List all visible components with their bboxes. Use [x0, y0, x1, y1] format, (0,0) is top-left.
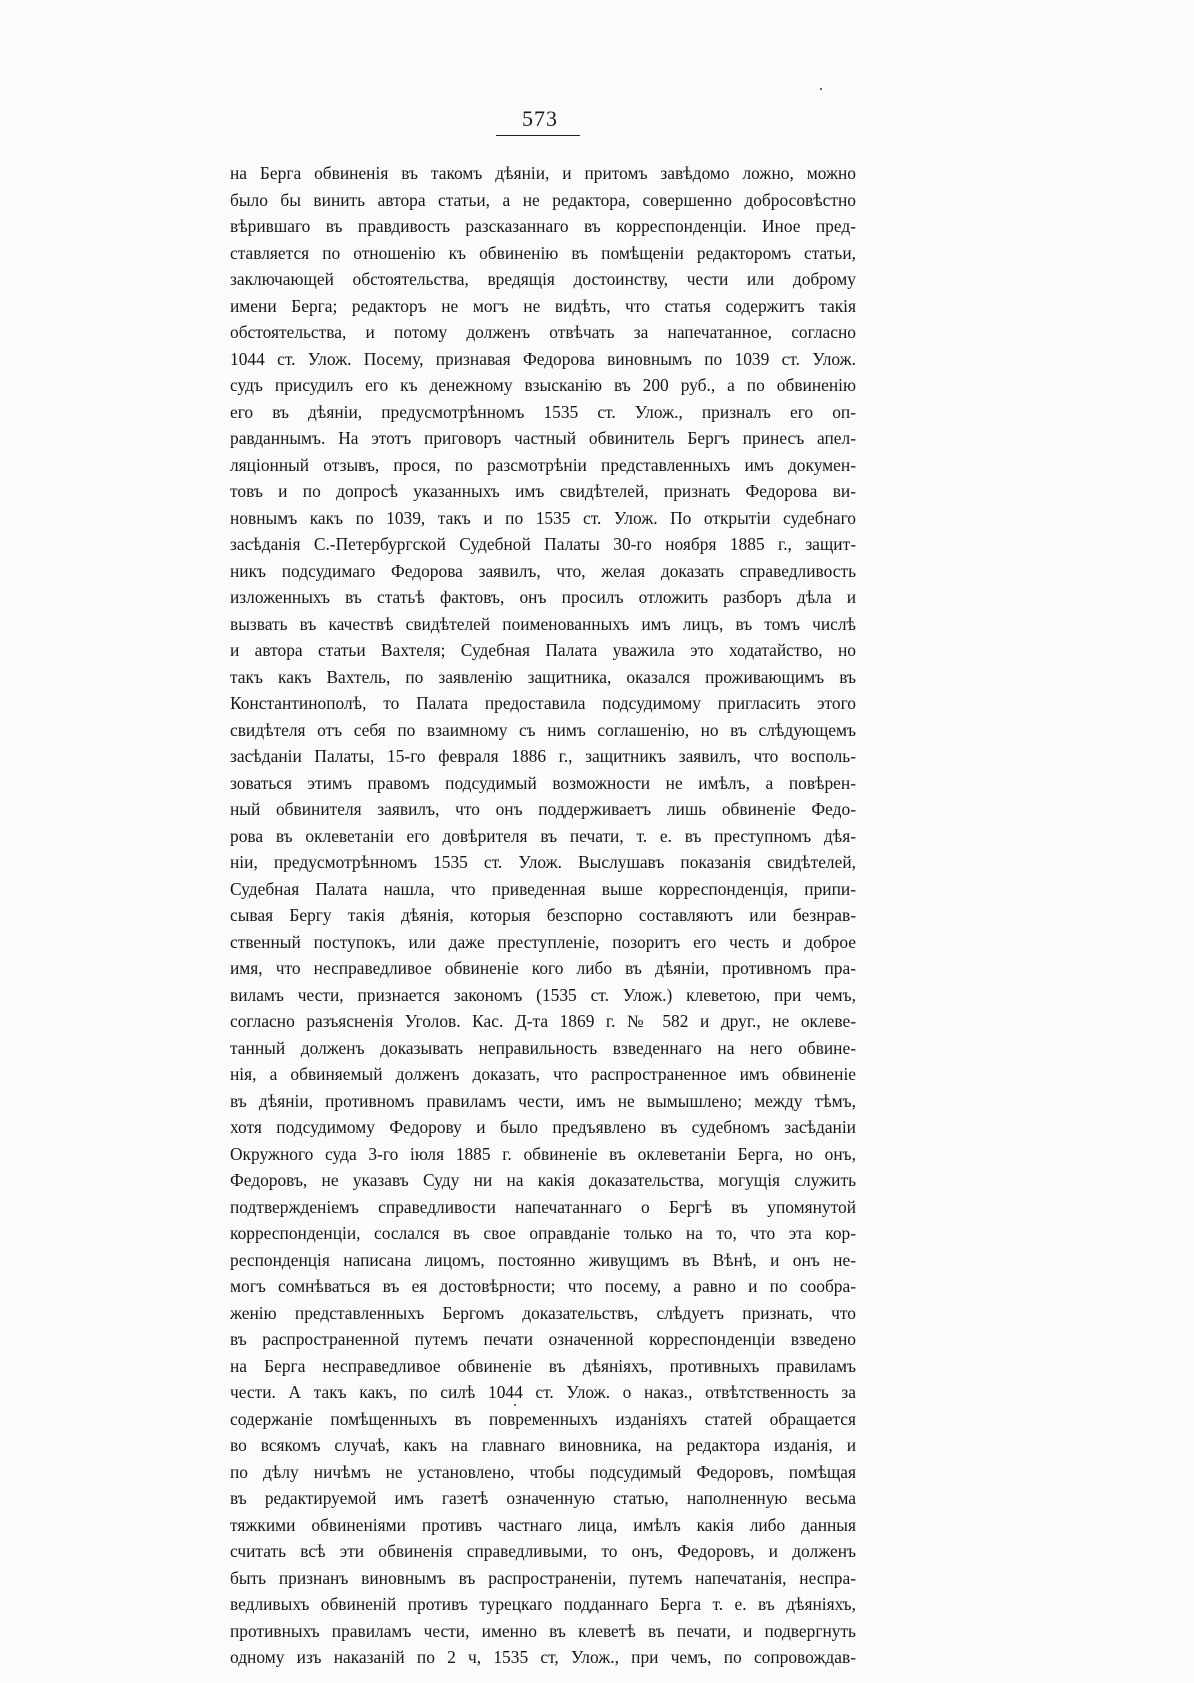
text-line: изложенныхъ въ статьѣ фактовъ, онъ просилъ отложить разборъ дѣла и	[230, 587, 856, 607]
text-line: вызвать въ качествѣ свидѣтелей поименованныхъ имъ лицъ, въ томъ числѣ	[230, 613, 856, 634]
text-line: ляціонный отзывъ, прося, по разсмотрѣніи представленныхъ имъ докумен-	[230, 454, 856, 475]
text-line: судъ присудилъ его къ денежному взысканію въ 200 руб., а по обвиненію	[230, 375, 856, 395]
text-line: подтвержденіемъ справедливости напечатаннаго о Бергѣ въ упомянутой	[230, 1196, 856, 1217]
text-line: въ дѣяніи, противномъ правиламъ чести, имъ не вымышлено; между тѣмъ,	[230, 1090, 856, 1111]
text-line: во всякомъ случаѣ, какъ на главнаго виновника, на редактора изданія, и	[230, 1435, 856, 1455]
text-line: быть признанъ виновнымъ въ распространеніи, путемъ напечатанія, неспра-	[230, 1567, 856, 1588]
text-line: содержаніе помѣщенныхъ въ повременныхъ изданіяхъ статей обращается	[230, 1408, 856, 1429]
print-speck	[820, 88, 822, 90]
page-number-rule	[496, 135, 580, 136]
text-line: по дѣлу ничѣмъ не установлено, чтобы подсудимый Федоровъ, помѣщая	[230, 1461, 856, 1482]
text-line: въ распространенной путемъ печати означенной корреспонденціи взведено	[230, 1329, 856, 1349]
text-line: рова въ оклеветаніи его довѣрителя въ печати, т. е. въ преступномъ дѣя-	[230, 825, 856, 846]
text-line: одному изъ наказаній по 2 ч, 1535 ст, Улож., при чемъ, по сопровождав-	[230, 1647, 856, 1667]
text-line: чести. А такъ какъ, по силѣ 1044 ст. Улож. о наказ., отвѣтственность за	[230, 1382, 856, 1402]
text-line: хотя подсудимому Федорову и было предъявлено въ судебномъ засѣданіи	[230, 1117, 856, 1137]
text-line: ный обвинителя заявилъ, что онъ поддерживаетъ лишь обвиненіе Федо-	[230, 799, 856, 819]
print-speck	[514, 1404, 516, 1406]
text-line: ственный поступокъ, или даже преступленіе, позоритъ его честь и доброе	[230, 931, 856, 952]
text-line: считать всѣ эти обвиненія справедливыми, то онъ, Федоровъ, и долженъ	[230, 1541, 856, 1561]
text-line: обстоятельства, и потому долженъ отвѣчать за напечатанное, согласно	[230, 322, 856, 342]
text-line: было бы винить автора статьи, а не редактора, совершенно добросовѣстно	[230, 189, 856, 210]
text-line: имени Берга; редакторъ не могъ не видѣть, что статья содержитъ такія	[230, 295, 856, 316]
text-line: 1044 ст. Улож. Посему, признавая Федорова виновнымъ по 1039 ст. Улож.	[230, 348, 856, 369]
text-line: его въ дѣяніи, предусмотрѣнномъ 1535 ст. Улож., призналъ его оп-	[230, 401, 856, 422]
text-line: засѣданіи Палаты, 15-го февраля 1886 г., защитникъ заявилъ, что восполь-	[230, 746, 856, 766]
text-line: танный долженъ доказывать неправильность взведеннаго на него обвине-	[230, 1037, 856, 1058]
text-line: согласно разъясненія Уголов. Кас. Д-та 1869 г. № 582 и друг., не оклеве-	[230, 1011, 856, 1031]
text-line: тяжкими обвиненіями противъ частнаго лица, имѣлъ какія либо данныя	[230, 1514, 856, 1535]
text-line: Федоровъ, не указавъ Суду ни на какія доказательства, могущія служить	[230, 1170, 856, 1190]
text-line: женію представленныхъ Бергомъ доказательствъ, слѣдуетъ признать, что	[230, 1302, 856, 1323]
page-number: 573	[522, 106, 558, 131]
text-line: въ редактируемой имъ газетѣ означенную статью, наполненную весьма	[230, 1488, 856, 1508]
text-line: корреспонденціи, сослался въ свое оправданіе только на то, что эта кор-	[230, 1223, 856, 1243]
text-line: такъ какъ Вахтель, по заявленію защитника, оказался проживающимъ въ	[230, 666, 856, 687]
text-line: на Берга обвиненія въ такомъ дѣяніи, и притомъ завѣдомо ложно, можно	[230, 163, 856, 183]
body-text	[230, 160, 856, 1671]
text-line: вѣрившаго въ правдивость разсказаннаго въ корреспонденціи. Иное пред-	[230, 216, 856, 236]
text-line: заключающей обстоятельства, вредящія достоинству, чести или доброму	[230, 269, 856, 289]
text-line: виламъ чести, признается закономъ (1535 ст. Улож.) клеветою, при чемъ,	[230, 984, 856, 1005]
text-line: Судебная Палата нашла, что приведенная выше корреспонденція, припи-	[230, 878, 856, 899]
text-line: противныхъ правиламъ чести, именно въ клеветѣ въ печати, и подвергнуть	[230, 1620, 856, 1641]
text-line: респонденція написана лицомъ, постоянно живущимъ въ Вѣнѣ, и онъ не-	[230, 1249, 856, 1270]
text-line: и автора статьи Вахтеля; Судебная Палата уважила это ходатайство, но	[230, 640, 856, 660]
text-line: равданнымъ. На этотъ приговоръ частный обвинитель Бергъ принесъ апел-	[230, 428, 856, 448]
text-line: ставляется по отношенію къ обвиненію въ помѣщеніи редакторомъ статьи,	[230, 242, 856, 263]
text-line: Константинополѣ, то Палата предоставила подсудимому пригласить этого	[230, 693, 856, 713]
text-line: никъ подсудимаго Федорова заявилъ, что, желая доказать справедливость	[230, 560, 856, 581]
text-line: новнымъ какъ по 1039, такъ и по 1535 ст. Улож. По открытіи судебнаго	[230, 507, 856, 528]
text-line: ніи, предусмотрѣнномъ 1535 ст. Улож. Выслушавъ показанія свидѣтелей,	[230, 852, 856, 872]
text-line: сывая Бергу такія дѣянія, которыя безспорно составляютъ или безнрав-	[230, 905, 856, 925]
text-line: товъ и по допросѣ указанныхъ имъ свидѣтелей, признать Федорова ви-	[230, 481, 856, 501]
text-line: Окружного суда 3-го іюля 1885 г. обвиненіе въ оклеветаніи Берга, но онъ,	[230, 1143, 856, 1164]
text-line: имя, что несправедливое обвиненіе кого либо въ дѣяніи, противномъ пра-	[230, 958, 856, 978]
text-line: могъ сомнѣваться въ ея достовѣрности; что посему, а равно и по сообра-	[230, 1276, 856, 1296]
text-line: ведливыхъ обвиненій противъ турецкаго подданнаго Берга т. е. въ дѣяніяхъ,	[230, 1594, 856, 1614]
text-line: на Берга несправедливое обвиненіе въ дѣяніяхъ, противныхъ правиламъ	[230, 1355, 856, 1376]
text-line: засѣданія С.-Петербургской Судебной Палаты 30-го ноября 1885 г., защит-	[230, 534, 856, 554]
text-line: свидѣтеля отъ себя по взаимному съ нимъ соглашенію, но въ слѣдующемъ	[230, 719, 856, 740]
text-line: нія, а обвиняемый долженъ доказать, что распространенное имъ обвиненіе	[230, 1064, 856, 1084]
text-line: зоваться этимъ правомъ подсудимый возможности не имѣлъ, а повѣрен-	[230, 772, 856, 793]
